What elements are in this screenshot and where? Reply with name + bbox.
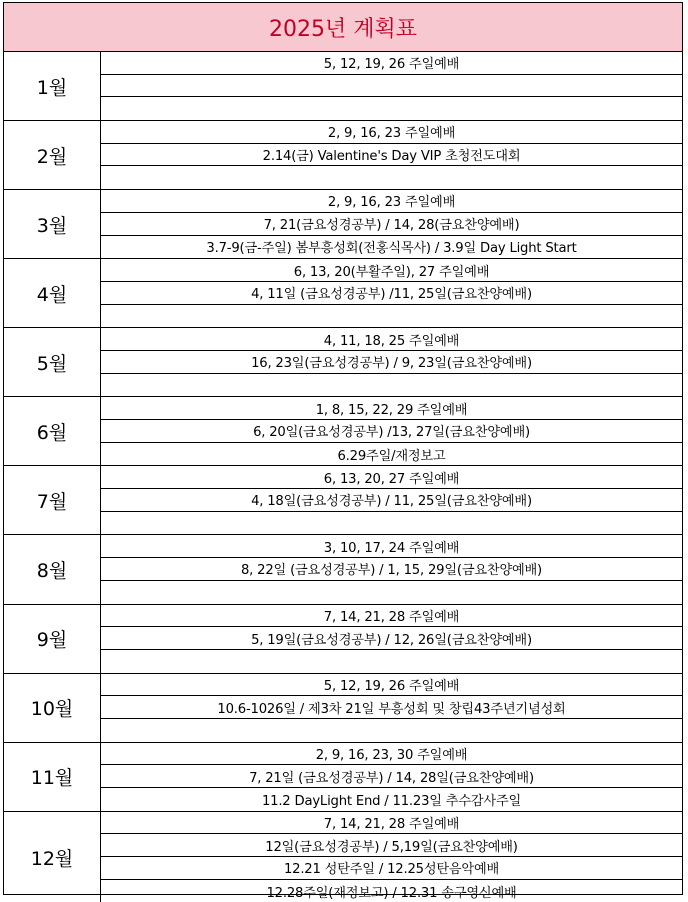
schedule-row — [101, 166, 682, 189]
schedule-row: 7, 21(금요성경공부) / 14, 28(금요찬양예배) — [101, 213, 682, 236]
month-block — [4, 466, 682, 535]
month-label: 10월 — [4, 674, 101, 742]
schedule-row — [101, 374, 682, 397]
month-block — [4, 812, 682, 902]
schedule-row — [101, 512, 682, 535]
month-rows — [101, 121, 682, 189]
month-block — [4, 397, 682, 466]
month-label: 6월 — [4, 397, 101, 465]
month-label: 12월 — [4, 812, 101, 902]
schedule-sheet — [3, 2, 683, 901]
schedule-row: 5, 12, 19, 26 주일예배 — [101, 52, 682, 75]
month-block — [4, 190, 682, 259]
month-rows — [101, 397, 682, 465]
schedule-row — [101, 581, 682, 604]
month-label: 9월 — [4, 605, 101, 673]
schedule-row: 4, 11일 (금요성경공부) /11, 25일(금요찬양예배) — [101, 282, 682, 305]
month-label: 1월 — [4, 52, 101, 120]
schedule-row: 7, 14, 21, 28 주일예배 — [101, 605, 682, 628]
schedule-row: 12.28주일(재정보고) / 12.31 송구영신예배 — [266, 885, 517, 901]
month-rows — [101, 674, 682, 742]
month-block — [4, 605, 682, 674]
month-rows — [101, 812, 682, 902]
schedule-row — [101, 719, 682, 742]
schedule-row: 12일(금요성경공부) / 5,19일(금요찬양예배) — [101, 834, 682, 857]
schedule-row: 3.7-9(금-주일) 봄부흥성회(전홍식목사) / 3.9일 Day Light Start — [206, 241, 577, 257]
page-title: 2025년 계획표 — [4, 3, 682, 52]
schedule-row: 12.21 성탄주일 / 12.25성탄음악예배 — [101, 857, 682, 880]
month-label: 7월 — [4, 466, 101, 534]
schedule-row — [101, 650, 682, 673]
month-block — [4, 535, 682, 604]
month-label: 2월 — [4, 121, 101, 189]
schedule-row — [101, 305, 682, 328]
month-block — [4, 259, 682, 328]
month-rows — [101, 328, 682, 396]
schedule-row: 7, 14, 21, 28 주일예배 — [101, 812, 682, 835]
month-label: 3월 — [4, 190, 101, 258]
schedule-row: 5, 19일(금요성경공부) / 12, 26일(금요찬양예배) — [101, 627, 682, 650]
schedule-row: 5, 12, 19, 26 주일예배 — [101, 674, 682, 697]
month-rows — [101, 190, 682, 258]
schedule-row: 4, 18일(금요성경공부) / 11, 25일(금요찬양예배) — [101, 489, 682, 512]
month-rows — [101, 743, 682, 811]
schedule-row: 6, 13, 20(부활주일), 27 주일예배 — [101, 259, 682, 282]
month-rows — [101, 52, 682, 120]
schedule-row: 6.29주일/재정보고 — [337, 448, 446, 464]
month-label: 4월 — [4, 259, 101, 327]
schedule-row: 3, 10, 17, 24 주일예배 — [101, 535, 682, 558]
schedule-row: 1, 8, 15, 22, 29 주일예배 — [101, 397, 682, 420]
month-block — [4, 328, 682, 397]
schedule-row: 6, 13, 20, 27 주일예배 — [101, 466, 682, 489]
schedule-row — [101, 75, 682, 98]
month-rows — [101, 259, 682, 327]
schedule-row: 11.2 DayLight End / 11.23일 추수감사주일 — [261, 793, 522, 809]
schedule-row: 2.14(금) Valentine's Day VIP 초청전도대회 — [101, 144, 682, 167]
month-block — [4, 743, 682, 812]
month-rows — [101, 605, 682, 673]
month-rows — [101, 535, 682, 603]
month-label: 8월 — [4, 535, 101, 603]
month-block — [4, 121, 682, 190]
schedule-row: 10.6-1026일 / 제3차 21일 부흥성회 및 창립43주년기념성회 — [101, 696, 682, 719]
month-rows — [101, 466, 682, 534]
month-list — [4, 52, 682, 902]
schedule-row: 4, 11, 18, 25 주일예배 — [101, 328, 682, 351]
month-block — [4, 674, 682, 743]
schedule-row: 7, 21일 (금요성경공부) / 14, 28일(금요찬양예배) — [101, 765, 682, 788]
month-label: 11월 — [4, 743, 101, 811]
schedule-row: 8, 22일 (금요성경공부) / 1, 15, 29일(금요찬양예배) — [101, 558, 682, 581]
schedule-row — [101, 97, 682, 120]
schedule-row: 6, 20일(금요성경공부) /13, 27일(금요찬양예배) — [101, 420, 682, 443]
month-block — [4, 52, 682, 121]
schedule-row: 2, 9, 16, 23, 30 주일예배 — [101, 743, 682, 766]
month-label: 5월 — [4, 328, 101, 396]
schedule-row: 2, 9, 16, 23 주일예배 — [101, 190, 682, 213]
schedule-row: 16, 23일(금요성경공부) / 9, 23일(금요찬양예배) — [101, 351, 682, 374]
schedule-row: 2, 9, 16, 23 주일예배 — [101, 121, 682, 144]
